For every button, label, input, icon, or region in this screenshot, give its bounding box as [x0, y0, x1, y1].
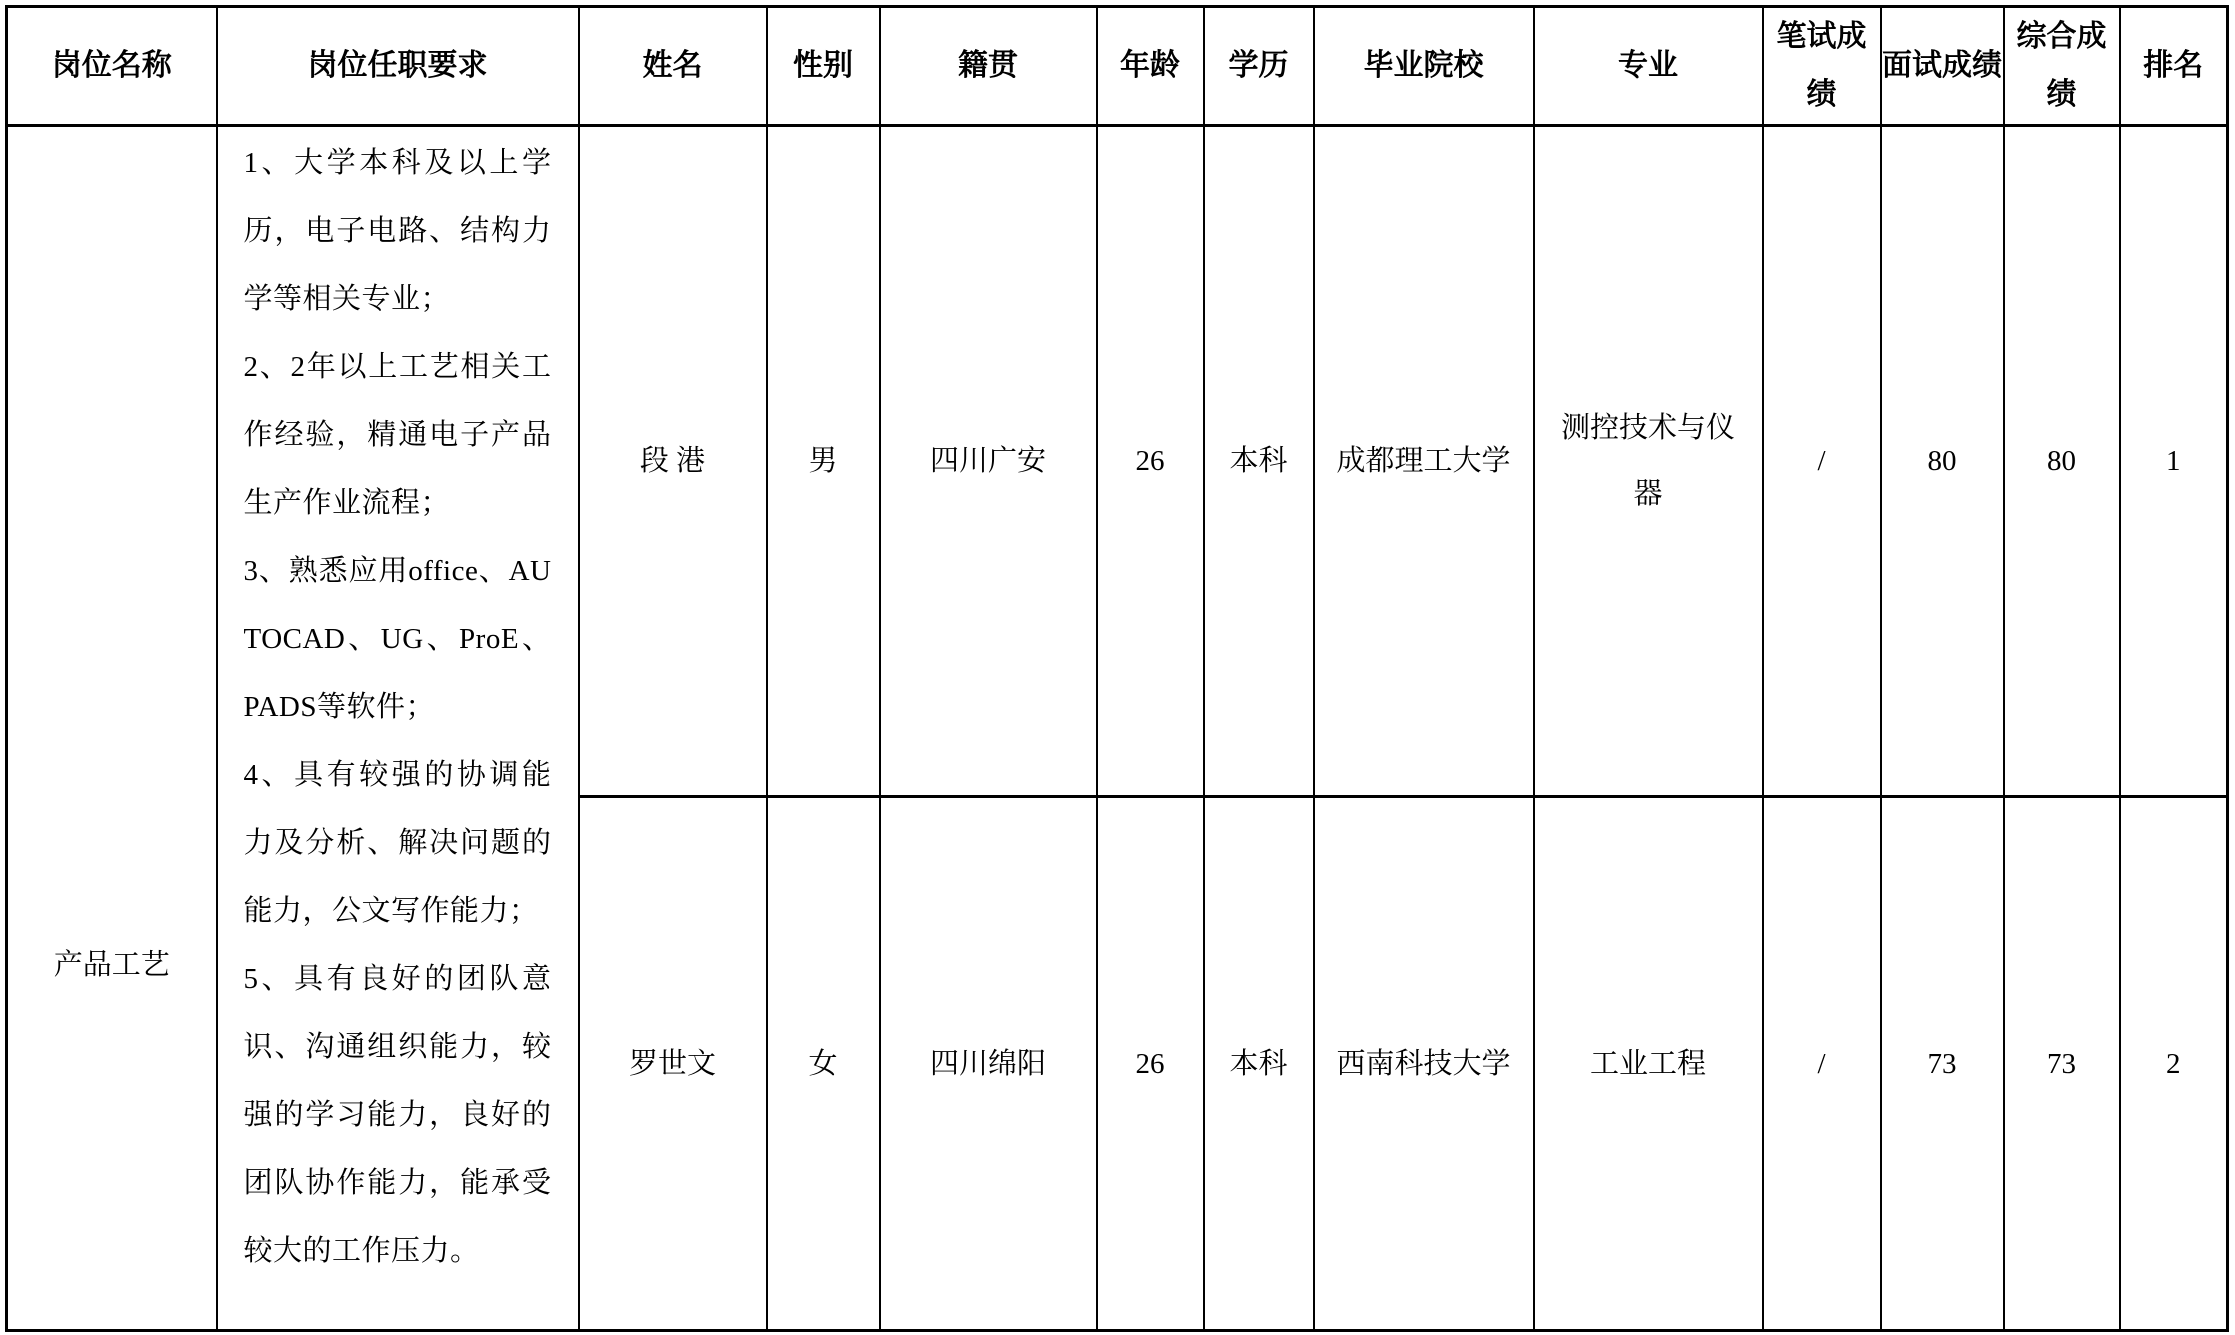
- cell-native-place: 四川广安: [880, 126, 1097, 797]
- header-age: 年龄: [1097, 7, 1204, 126]
- cell-age: 26: [1097, 126, 1204, 797]
- header-written-score: 笔试成绩: [1763, 7, 1881, 126]
- requirement-item-2: 2、2年以上工艺相关工作经验，精通电子产品生产作业流程；: [243, 351, 552, 519]
- header-major: 专业: [1534, 7, 1763, 126]
- recruitment-results-table: [5, 5, 2229, 1332]
- cell-major: 工业工程: [1534, 797, 1763, 1331]
- candidate-row-1: [7, 126, 2228, 797]
- cell-overall-score: 80: [2004, 126, 2120, 797]
- cell-gender: 女: [767, 797, 880, 1331]
- cell-school: 西南科技大学: [1314, 797, 1534, 1331]
- header-name: 姓名: [579, 7, 767, 126]
- cell-written-score: /: [1763, 126, 1881, 797]
- cell-age: 26: [1097, 797, 1204, 1331]
- cell-interview-score: 73: [1881, 797, 2004, 1331]
- cell-position-name: 产品工艺: [7, 126, 217, 1331]
- cell-interview-score: 80: [1881, 126, 2004, 797]
- requirement-item-5: 5、具有良好的团队意识、沟通组织能力，较强的学习能力，良好的团队协作能力，能承受较大的工作压力。: [243, 963, 552, 1267]
- cell-overall-score: 73: [2004, 797, 2120, 1331]
- requirement-item-3: 3、熟悉应用office、AUTOCAD、UG、ProE、PADS等软件；: [243, 555, 552, 723]
- header-row: [7, 7, 2228, 126]
- cell-rank: 2: [2120, 797, 2228, 1331]
- cell-education: 本科: [1204, 126, 1314, 797]
- cell-name: 段 港: [579, 126, 767, 797]
- header-interview-score: 面试成绩: [1881, 7, 2004, 126]
- cell-written-score: /: [1763, 797, 1881, 1331]
- requirement-item-4: 4、具有较强的协调能力及分析、解决问题的能力，公文写作能力；: [243, 759, 552, 927]
- cell-gender: 男: [767, 126, 880, 797]
- header-school: 毕业院校: [1314, 7, 1534, 126]
- header-position-requirements: 岗位任职要求: [217, 7, 579, 126]
- header-education: 学历: [1204, 7, 1314, 126]
- requirement-item-1: 1、大学本科及以上学历，电子电路、结构力学等相关专业；: [243, 147, 552, 315]
- header-position-name: 岗位名称: [7, 7, 217, 126]
- header-rank: 排名: [2120, 7, 2228, 126]
- cell-major: 测控技术与仪器: [1534, 126, 1763, 797]
- header-native-place: 籍贯: [880, 7, 1097, 126]
- header-gender: 性别: [767, 7, 880, 126]
- cell-rank: 1: [2120, 126, 2228, 797]
- header-overall-score: 综合成绩: [2004, 7, 2120, 126]
- cell-native-place: 四川绵阳: [880, 797, 1097, 1331]
- cell-education: 本科: [1204, 797, 1314, 1331]
- cell-position-requirements: [217, 126, 579, 1331]
- cell-name: 罗世文: [579, 797, 767, 1331]
- cell-school: 成都理工大学: [1314, 126, 1534, 797]
